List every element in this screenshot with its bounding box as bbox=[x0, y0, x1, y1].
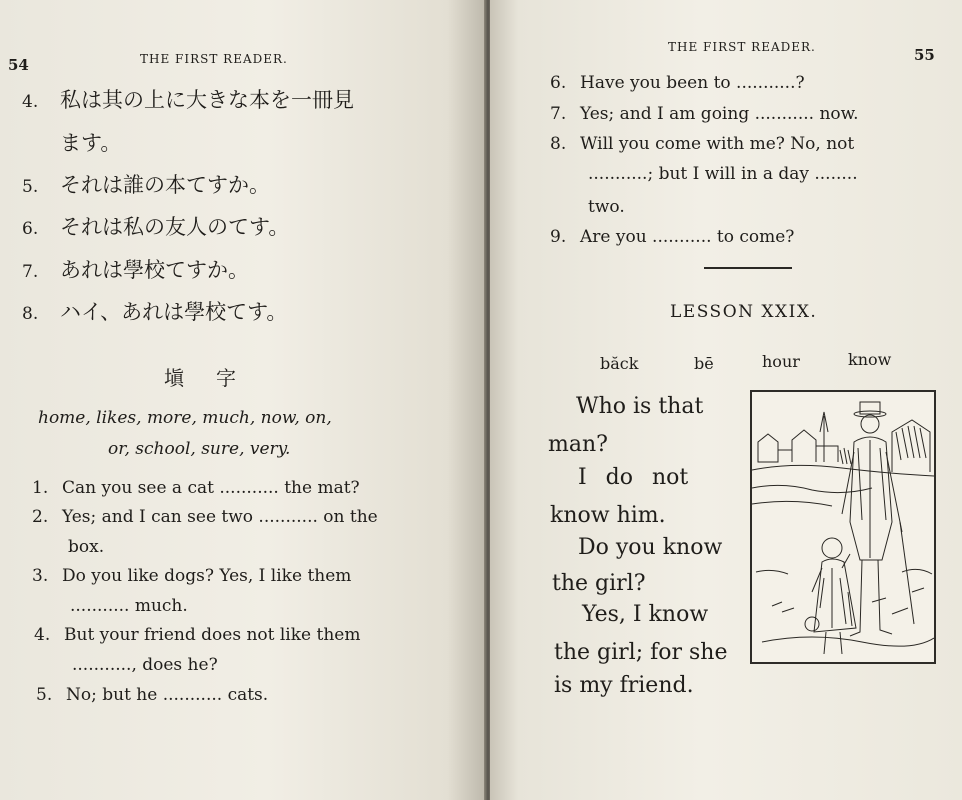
exercise-item: 8. Will you come with me? No, not bbox=[550, 134, 855, 154]
word-list-line: home, likes, more, much, now, on, bbox=[38, 408, 332, 428]
engraving-icon bbox=[752, 392, 934, 662]
reading-line: Yes, I know bbox=[582, 602, 709, 627]
page-number-right: 55 bbox=[914, 46, 935, 64]
exercise-item: 4. But your friend does not like them bbox=[34, 625, 361, 645]
reading-line: Do you know bbox=[578, 535, 723, 560]
right-page bbox=[490, 0, 962, 800]
reading-line: man? bbox=[548, 432, 608, 457]
exercise-continuation: ........... much. bbox=[70, 596, 188, 616]
page-number-left: 54 bbox=[8, 56, 29, 74]
japanese-line: 6. それは私の友人のてす。 bbox=[22, 215, 290, 239]
exercise-continuation: box. bbox=[68, 537, 105, 557]
exercise-continuation: two. bbox=[588, 197, 625, 217]
exercise-item: 2. Yes; and I can see two ........... on the bbox=[32, 507, 378, 527]
exercise-item: 3. Do you like dogs? Yes, I like them bbox=[32, 566, 352, 586]
running-head-left: THE FIRST READER. bbox=[140, 52, 288, 66]
reading-line: is my friend. bbox=[554, 673, 694, 698]
new-word: bē bbox=[694, 354, 714, 373]
lesson-title: LESSON XXIX. bbox=[670, 302, 818, 322]
japanese-line: ます。 bbox=[60, 131, 122, 155]
exercise-item: 9. Are you ........... to come? bbox=[550, 227, 795, 247]
new-word: know bbox=[848, 350, 892, 369]
exercise-item: 5. No; but he ........... cats. bbox=[36, 685, 269, 705]
japanese-line: 5. それは誰の本てすか。 bbox=[22, 173, 270, 197]
new-word: băck bbox=[600, 354, 639, 373]
exercise-item: 7. Yes; and I am going ........... now. bbox=[550, 104, 859, 124]
exercise-item: 1. Can you see a cat ........... the mat? bbox=[32, 478, 360, 498]
japanese-line: 8. ハイ、あれは學校てす。 bbox=[22, 300, 288, 324]
word-list-line: or, school, sure, very. bbox=[108, 439, 291, 459]
japanese-line: 7. あれは學校てすか。 bbox=[22, 258, 249, 282]
exercise-continuation: ..........., does he? bbox=[72, 655, 218, 675]
reading-line: I do not bbox=[578, 465, 689, 490]
section-heading: 塡 字 bbox=[164, 366, 242, 390]
man-and-girl-illustration bbox=[750, 390, 936, 664]
section-divider bbox=[704, 267, 792, 269]
exercise-item: 6. Have you been to ...........? bbox=[550, 73, 805, 93]
reading-line: the girl? bbox=[552, 571, 646, 596]
exercise-continuation: ...........; but I will in a day ........ bbox=[588, 164, 858, 184]
new-word: hour bbox=[762, 352, 800, 371]
reading-line: the girl; for she bbox=[554, 640, 728, 665]
reading-line: know him. bbox=[550, 503, 666, 528]
japanese-line: 4. 私は其の上に大きな本を一冊見 bbox=[22, 88, 354, 112]
running-head-right: THE FIRST READER. bbox=[668, 40, 816, 54]
reading-line: Who is that bbox=[576, 394, 704, 419]
